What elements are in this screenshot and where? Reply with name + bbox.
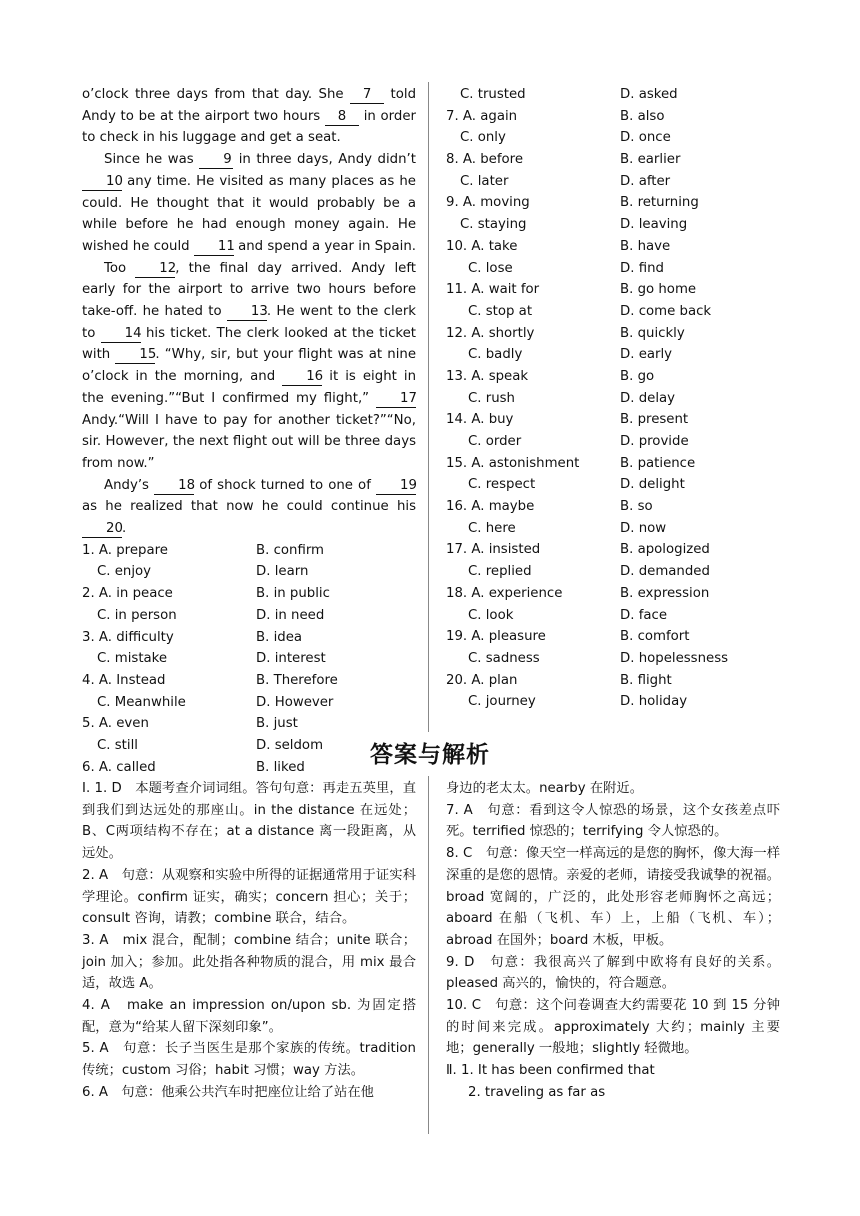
option-row — [446, 366, 776, 388]
column-divider — [428, 776, 429, 1134]
option-row — [446, 279, 776, 301]
passage-text: . “Why, sir, but your flight was at nine o’clock in the morning, and — [82, 347, 416, 385]
option-row — [446, 453, 776, 475]
blank-14: 14 — [101, 325, 141, 343]
answer-item: 8. C 句意：像天空一样高远的是您的胸怀，像大海一样深重的是您的恩情。亲爱的老师，请接受我诚挚的祝福。broad 宽阔的，广泛的，此处形容老师胸怀之高远；aboard 在船（飞机、车）上，上船（飞机、车）；abroad 在国外；board 木板，甲板。 — [446, 846, 780, 948]
option-a: 8. A. before — [446, 152, 524, 168]
option-d: D. hopelessness — [620, 650, 729, 666]
answer-item: 3. A mix 混合，配制；combine 结合；unite 联合；join 加入；参加。此处指各种物质的混合，用 mix 最合适，故选 A。 — [82, 932, 416, 992]
option-d: D. seldom — [256, 737, 324, 753]
option-row — [82, 670, 416, 692]
blank-19: 19 — [376, 477, 416, 495]
option-c: C. replied — [468, 564, 532, 580]
option-row — [446, 496, 776, 518]
left-column — [82, 84, 416, 778]
option-d: D. come back — [620, 303, 712, 319]
passage-paragraph — [82, 475, 416, 540]
option-b: B. Therefore — [256, 672, 338, 688]
option-d: D. after — [620, 173, 671, 189]
option-row — [446, 214, 776, 236]
option-a: 13. A. speak — [446, 368, 529, 384]
option-c: C. lose — [468, 260, 513, 276]
answer-item: 2. A 句意：从观察和实验中所得的证据通常用于证实科学理论。confirm 证实，确实；concern 担心；关于；consult 咨询，请教；combine 联合，结合。 — [82, 867, 416, 927]
option-d: D. once — [620, 130, 671, 146]
option-row — [446, 518, 776, 540]
option-b: B. confirm — [256, 542, 325, 558]
option-c: C. still — [97, 737, 138, 753]
option-b: B. earlier — [620, 152, 681, 168]
option-d: D. demanded — [620, 564, 710, 580]
answer-item: 7. A 句意：看到这令人惊恐的场景，这个女孩差点吓死。terrified 惊恐的；terrifying 令人惊恐的。 — [446, 802, 780, 840]
option-a: 11. A. wait for — [446, 282, 540, 298]
passage-text: in three days, Andy didn’t — [238, 152, 416, 168]
option-row — [446, 691, 776, 713]
passage-text: and spend a year in Spain. — [238, 238, 416, 254]
column-divider — [428, 82, 429, 732]
option-d: D. early — [620, 347, 673, 363]
option-b: B. quickly — [620, 325, 685, 341]
option-row — [446, 539, 776, 561]
option-a: 17. A. insisted — [446, 542, 541, 558]
passage-text: Andy’s — [104, 477, 149, 493]
answer-item: 10. C 句意：这个问卷调查大约需要花 10 到 15 分钟的时间来完成。approximately 大约；mainly 主要地；generally 一般地；slightly 轻微地。 — [446, 998, 780, 1057]
passage-paragraph — [82, 149, 416, 258]
option-row — [446, 561, 776, 583]
option-row — [82, 540, 416, 562]
passage-paragraph — [82, 258, 416, 475]
option-b: B. so — [620, 499, 653, 515]
passage-text: o’clock three days from that day. She — [82, 87, 344, 102]
option-d: D. holiday — [620, 694, 688, 710]
blank-8: 8 — [325, 108, 359, 126]
option-row — [82, 648, 416, 670]
passage-text: . — [122, 521, 127, 537]
passage-text: . He went to the clerk to — [82, 304, 416, 341]
option-row — [446, 474, 776, 496]
option-b: B. expression — [620, 585, 710, 601]
option-c: C. Meanwhile — [97, 694, 186, 710]
option-b: B. just — [256, 716, 298, 732]
option-d: D. provide — [620, 434, 689, 449]
option-d: D. in need — [256, 607, 325, 623]
answer-item: 2. traveling as far as — [468, 1084, 606, 1100]
option-d: D. interest — [256, 651, 326, 667]
answers-title: 答案与解析 — [370, 742, 490, 768]
blank-10: 10 — [82, 173, 122, 191]
option-d: D. asked — [620, 87, 678, 102]
option-b: B. idea — [256, 629, 303, 645]
option-row — [446, 192, 776, 214]
passage-text: as he realized that now he could continue his — [82, 499, 416, 515]
option-row — [446, 626, 776, 648]
option-b: B. apologized — [620, 542, 710, 558]
option-c: C. only — [460, 130, 506, 146]
option-row — [82, 583, 416, 605]
option-b: B. present — [620, 412, 689, 428]
blank-9: 9 — [199, 151, 233, 169]
answer-item: 身边的老太太。nearby 在附近。 — [446, 781, 644, 796]
option-a: 1. A. prepare — [82, 542, 168, 558]
option-row — [446, 648, 776, 670]
option-row — [82, 605, 416, 627]
option-a: 9. A. moving — [446, 195, 530, 211]
option-c: C. later — [460, 173, 509, 189]
passage-text: of shock turned to one of — [199, 477, 371, 493]
answer-item: Ⅰ. 1. D 本题考查介词词组。答句句意：再走五英里，直到我们到达远处的那座山。in the distance 在远处；B、C两项结构不存在；at a distance 离一段距离，从远处。 — [82, 781, 416, 862]
option-c: C. enjoy — [97, 564, 152, 580]
option-c: C. in person — [97, 607, 177, 623]
option-c: C. journey — [468, 694, 536, 710]
option-a: 2. A. in peace — [82, 586, 173, 602]
option-c: C. look — [468, 607, 514, 623]
answers-left-column — [82, 778, 416, 1104]
blank-15: 15 — [115, 346, 155, 364]
option-row — [446, 106, 776, 128]
option-b: B. have — [620, 238, 671, 254]
option-row — [446, 84, 776, 106]
option-a: 3. A. difficulty — [82, 629, 174, 645]
option-c: C. respect — [468, 477, 536, 493]
option-c: C. sadness — [468, 650, 540, 666]
option-a: 19. A. pleasure — [446, 629, 546, 645]
option-row — [82, 692, 416, 714]
option-row — [446, 127, 776, 149]
passage-paragraph — [82, 84, 416, 149]
passage-text: any time. He visited as many places as he could. He thought that it would probably be a while before he had enough money again. He wished he could — [82, 173, 416, 254]
passage-text: , the final day arrived. Andy left early for the airport to arrive two hours before take-off. he hated to — [82, 260, 416, 320]
option-d: D. face — [620, 607, 668, 623]
option-a: 18. A. experience — [446, 585, 563, 601]
option-d: D. find — [620, 260, 664, 276]
option-b: B. go home — [620, 282, 697, 298]
option-d: D. now — [620, 520, 667, 536]
option-a: 12. A. shortly — [446, 325, 535, 341]
option-a: 15. A. astonishment — [446, 455, 580, 471]
passage-text: Since he was — [104, 152, 194, 168]
option-b: B. also — [620, 108, 665, 124]
option-b: B. go — [620, 368, 655, 384]
option-row — [446, 258, 776, 280]
option-row — [446, 171, 776, 193]
passage-text: Too — [104, 260, 127, 276]
answer-item: Ⅱ. 1. It has been confirmed that — [446, 1063, 655, 1079]
option-b: B. flight — [620, 672, 672, 688]
answers-right-column — [446, 778, 780, 1104]
passage-text: his ticket. The clerk looked at the ticket with — [82, 325, 416, 363]
option-row — [446, 670, 776, 692]
option-a: 5. A. even — [82, 716, 149, 732]
option-row — [446, 388, 776, 410]
option-row — [446, 409, 776, 431]
passage-text: in order to check in his luggage and get a seat. — [82, 108, 417, 146]
right-column — [446, 84, 776, 713]
option-c: C. order — [468, 434, 522, 449]
option-a: 14. A. buy — [446, 412, 514, 428]
option-row — [446, 236, 776, 258]
option-row — [446, 149, 776, 171]
option-c: C. here — [468, 520, 516, 536]
blank-11: 11 — [194, 238, 234, 256]
option-d: D. delight — [620, 477, 685, 493]
blank-12: 12 — [135, 260, 175, 278]
option-d: D. leaving — [620, 217, 688, 233]
option-c: C. mistake — [97, 651, 168, 667]
option-a: 7. A. again — [446, 108, 518, 124]
option-row — [446, 583, 776, 605]
answer-item: 4. A make an impression on/upon sb. 为固定搭配，意为“给某人留下深刻印象”。 — [82, 998, 416, 1035]
option-row — [446, 605, 776, 627]
blank-13: 13 — [227, 303, 267, 321]
option-row — [446, 344, 776, 366]
option-b: B. in public — [256, 586, 330, 602]
option-row — [446, 301, 776, 323]
option-a: 16. A. maybe — [446, 499, 535, 515]
blank-17: 17 — [376, 390, 416, 408]
blank-20: 20 — [82, 520, 122, 538]
option-d: D. learn — [256, 564, 309, 580]
option-row — [446, 431, 776, 453]
option-b: B. liked — [256, 759, 305, 775]
option-row — [82, 627, 416, 649]
option-a: 4. A. Instead — [82, 672, 166, 688]
option-c: C. trusted — [460, 87, 526, 102]
option-row — [82, 561, 416, 583]
option-c: C. staying — [460, 217, 527, 233]
blank-16: 16 — [282, 368, 322, 386]
passage-text: it is eight in the evening.”“But I confirmed my flight,” — [82, 369, 416, 406]
option-b: B. patience — [620, 455, 696, 471]
passage-text: told Andy to be at the airport two hours — [82, 87, 417, 124]
option-row — [446, 323, 776, 345]
answer-item: 6. A 句意：他乘公共汽车时把座位让给了站在他 — [82, 1084, 374, 1100]
blank-7: 7 — [350, 86, 384, 104]
option-b: B. comfort — [620, 629, 690, 645]
option-c: C. stop at — [468, 303, 533, 319]
passage-text: Andy.“Will I have to pay for another ticket?”“No, sir. However, the next flight out will be three days from now.” — [82, 412, 416, 471]
option-d: D. However — [256, 694, 334, 710]
option-d: D. delay — [620, 390, 676, 406]
option-c: C. rush — [468, 390, 515, 406]
answer-item: 5. A 句意：长子当医生是那个家族的传统。tradition 传统；custom 习俗；habit 习惯；way 方法。 — [82, 1041, 416, 1079]
option-a: 10. A. take — [446, 238, 518, 254]
answer-item: 9. D 句意：我很高兴了解到中欧将有良好的关系。pleased 高兴的，愉快的，符合题意。 — [446, 954, 780, 992]
option-row — [82, 713, 416, 735]
option-b: B. returning — [620, 195, 699, 211]
option-c: C. badly — [468, 347, 523, 363]
option-a: 20. A. plan — [446, 672, 518, 688]
blank-18: 18 — [154, 477, 194, 495]
option-a: 6. A. called — [82, 759, 156, 775]
